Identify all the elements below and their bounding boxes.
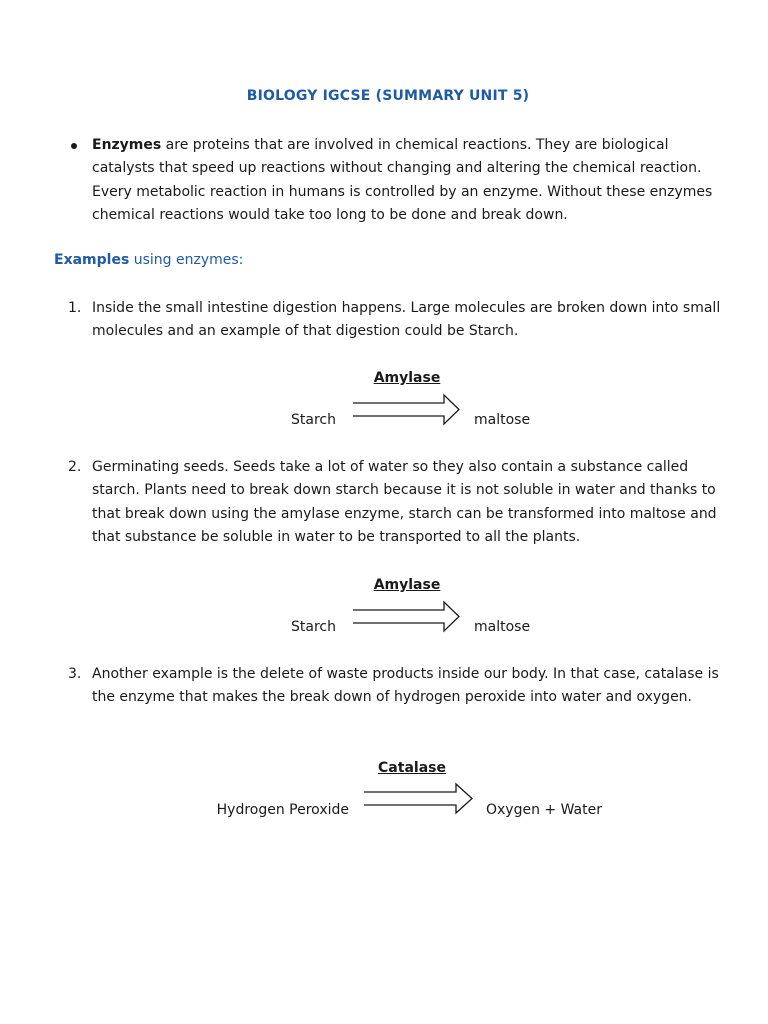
item-text: Germinating seeds. Seeds take a lot of water so they also contain a substance called starch. Plants need to break down starch because it is not soluble in water and thanks to that break down using the amylase enzyme, starch can be transformed into maltose and that substance be soluble in water to be transported to all the plants. <box>92 459 717 545</box>
item-number: 1. <box>68 300 82 316</box>
example-item-3 <box>66 663 726 710</box>
examples-heading <box>54 252 243 268</box>
enzyme-label: Amylase <box>373 577 441 593</box>
reactant-label: Starch <box>291 619 336 635</box>
examples-heading-bold: Examples <box>54 252 130 268</box>
page-title: BIOLOGY IGCSE (SUMMARY UNIT 5) <box>246 88 530 104</box>
reaction-arrow-icon <box>362 782 476 816</box>
item-text: Inside the small intestine digestion happens. Large molecules are broken down into small molecules and an example of that digestion could be Starch. <box>92 300 721 340</box>
bullet-dot-icon <box>71 143 77 149</box>
reactant-label: Starch <box>291 412 336 428</box>
reaction-arrow-icon <box>351 600 463 634</box>
reactant-label: Hydrogen Peroxide <box>216 802 349 818</box>
product-label: Oxygen + Water <box>486 802 602 818</box>
item-number: 2. <box>68 459 82 475</box>
example-item-1 <box>66 297 726 344</box>
enzyme-label: Catalase <box>378 760 446 776</box>
examples-heading-rest: using enzymes: <box>129 252 244 268</box>
item-number: 3. <box>68 666 82 682</box>
intro-term: Enzymes <box>92 137 162 153</box>
item-text: Another example is the delete of waste products inside our body. In that case, catalase is the enzyme that makes the break down of hydrogen peroxide into water and oxygen. <box>92 666 719 706</box>
intro-bullet <box>66 134 726 227</box>
intro-body: are proteins that are involved in chemical reactions. They are biological catalysts that speed up reactions without changing and altering the chemical reaction. Every metabolic reaction in humans is controlled by an enzyme. Without these enzymes chemical reactions would take too long to be done and break down. <box>92 137 713 223</box>
intro-text <box>92 134 726 227</box>
reaction-2 <box>0 575 768 645</box>
reaction-3 <box>0 758 768 828</box>
enzyme-label: Amylase <box>373 370 441 386</box>
reaction-1 <box>0 368 768 438</box>
example-item-2 <box>66 456 726 549</box>
product-label: maltose <box>474 412 531 428</box>
reaction-arrow-icon <box>351 393 463 427</box>
product-label: maltose <box>474 619 531 635</box>
